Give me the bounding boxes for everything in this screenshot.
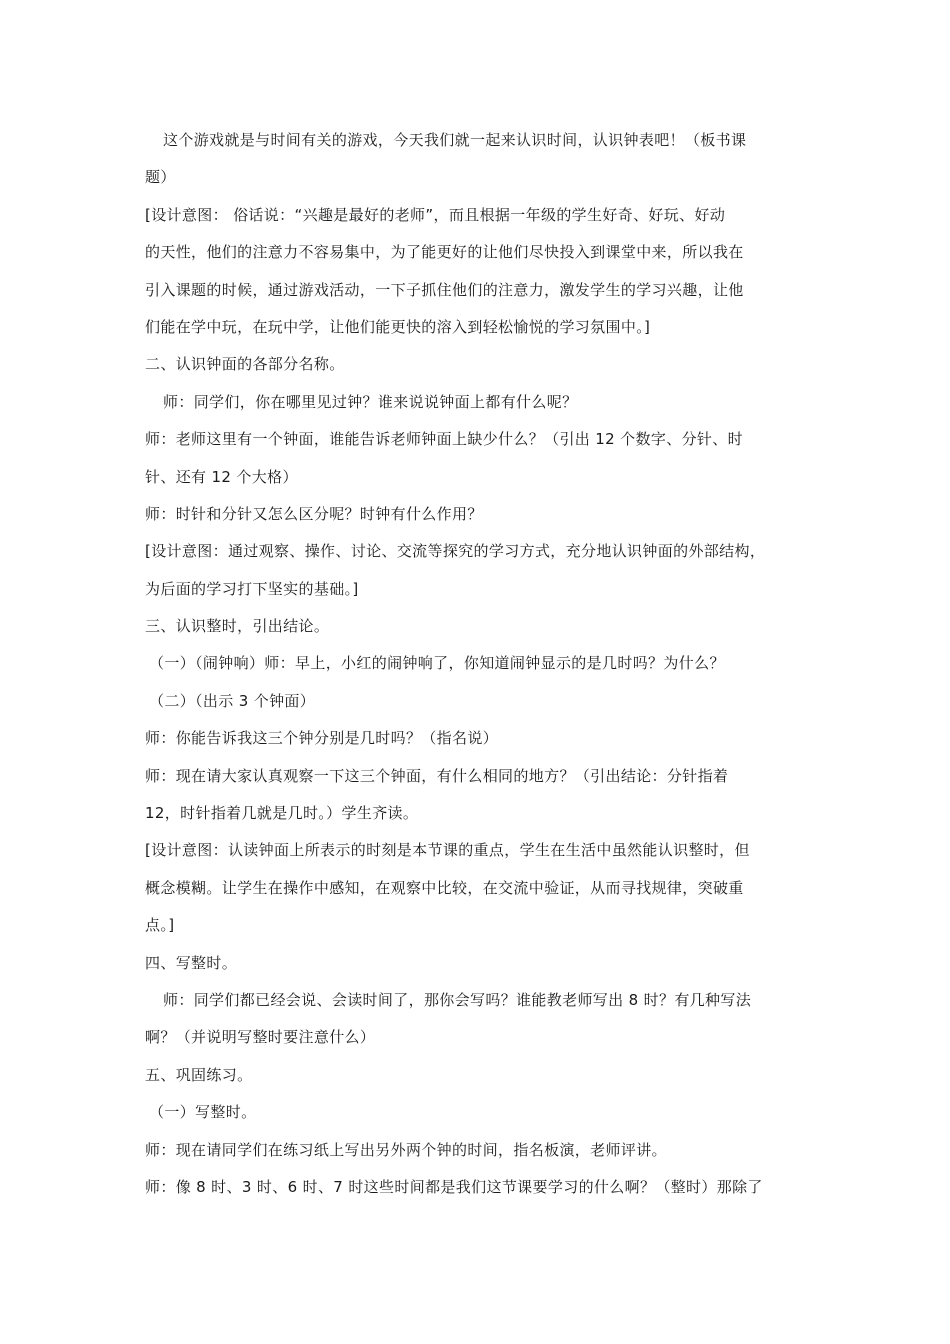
text-line: 师：现在请大家认真观察一下这三个钟面，有什么相同的地方？（引出结论：分针指着 xyxy=(145,766,729,785)
text-line: （一）（闹钟响）师：早上，小红的闹钟响了，你知道闹钟显示的是几时吗？为什么？ xyxy=(149,654,725,673)
text-line: 们能在学中玩，在玩中学，让他们能更快的溶入到轻松愉悦的学习氛围中。] xyxy=(145,317,651,336)
text-line: 概念模糊。让学生在操作中感知，在观察中比较，在交流中验证，从而寻找规律，突破重 xyxy=(145,878,744,897)
text-line: 师：同学们都已经会说、会读时间了，那你会写吗？谁能教老师写出 8 时？有几种写法 xyxy=(163,990,752,1009)
text-line: 引入课题的时候，通过游戏活动，一下子抓住他们的注意力，激发学生的学习兴趣，让他 xyxy=(145,280,744,299)
text-line: 针、还有 12 个大格） xyxy=(145,467,298,486)
text-line: 12，时针指着几就是几时。）学生齐读。 xyxy=(145,804,419,823)
text-line: 为后面的学习打下坚实的基础。] xyxy=(145,579,359,598)
text-line: 题） xyxy=(145,168,176,187)
text-line: 二、认识钟面的各部分名称。 xyxy=(145,355,345,374)
text-line: 这个游戏就是与时间有关的游戏，今天我们就一起来认识时间，认识钟表吧！（板书课 xyxy=(163,131,747,149)
text-line: 师：老师这里有一个钟面，谁能告诉老师钟面上缺少什么？（引出 12 个数字、分针、时 xyxy=(145,430,743,449)
text-line: 师：你能告诉我这三个钟分别是几时吗？（指名说） xyxy=(145,729,499,748)
text-line: [设计意图： 俗话说：“兴趣是最好的老师”，而且根据一年级的学生好奇、好玩、好动 xyxy=(145,205,726,224)
text-line: 师：同学们，你在哪里见过钟？谁来说说钟面上都有什么呢？ xyxy=(163,392,578,411)
text-line: 四、写整时。 xyxy=(145,953,238,972)
document-body xyxy=(145,122,815,1206)
text-line: [设计意图：认读钟面上所表示的时刻是本节课的重点，学生在生活中虽然能认识整时，但 xyxy=(145,841,750,860)
text-line: 师：现在请同学们在练习纸上写出另外两个钟的时间，指名板演，老师评讲。 xyxy=(145,1140,667,1159)
text-line: （二）（出示 3 个钟面） xyxy=(149,691,316,710)
text-line: 师：时针和分针又怎么区分呢？时钟有什么作用？ xyxy=(145,504,483,523)
text-line: 的天性，他们的注意力不容易集中，为了能更好的让他们尽快投入到课堂中来，所以我在 xyxy=(145,243,744,262)
text-line: （一）写整时。 xyxy=(149,1103,257,1122)
text-line: [设计意图：通过观察、操作、讨论、交流等探究的学习方式，充分地认识钟面的外部结构， xyxy=(145,542,766,561)
text-line: 点。] xyxy=(145,916,175,935)
text-line: 师：像 8 时、3 时、6 时、7 时这些时间都是我们这节课要学习的什么啊？（整时）那除了 xyxy=(145,1177,763,1196)
text-line: 五、巩固练习。 xyxy=(145,1065,253,1084)
text-line: 三、认识整时，引出结论。 xyxy=(145,617,330,636)
text-line: 啊？（并说明写整时要注意什么） xyxy=(145,1028,376,1047)
